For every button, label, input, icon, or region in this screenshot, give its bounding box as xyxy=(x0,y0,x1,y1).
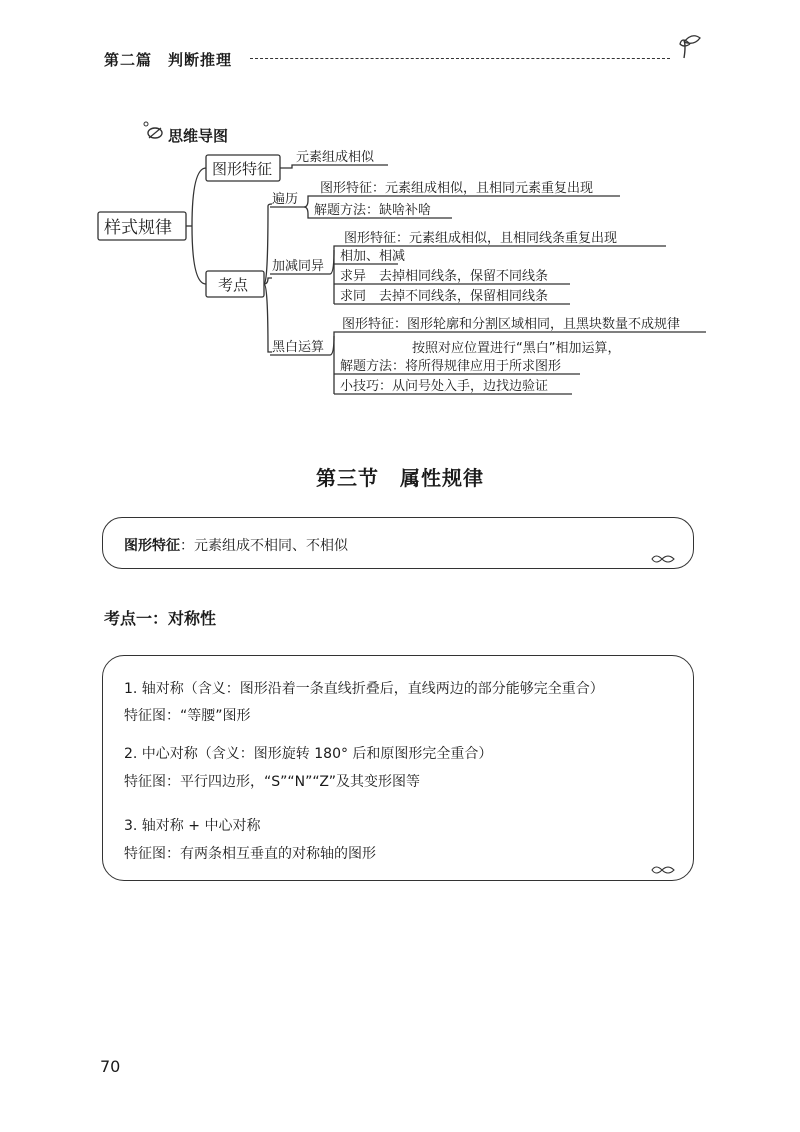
heibai-label: 黑白运算 xyxy=(272,340,325,355)
feature-box-text xyxy=(124,535,348,555)
bianli-item: 图形特征：元素组成相似，且相同元素重复出现 xyxy=(320,181,594,196)
bianli-item: 解题方法：缺啥补啥 xyxy=(314,203,432,218)
jiajian-item: 求同 去掉不同线条，保留相同线条 xyxy=(340,289,549,304)
branch-kaodian-label: 考点 xyxy=(218,276,249,294)
mindmap-root: 样式规律 xyxy=(104,218,172,238)
heibai-method-line2: 解题方法：将所得规律应用于所求图形 xyxy=(340,359,562,374)
page-number: 70 xyxy=(100,1057,121,1076)
symmetry-item-line: 2. 中心对称（含义：图形旋转 180° 后和原图形完全重合） xyxy=(124,746,493,762)
symmetry-item-feature: 特征图：“等腰”图形 xyxy=(124,708,251,724)
jiajian-item: 求异 去掉相同线条，保留不同线条 xyxy=(340,269,549,284)
branch-feature-leaf: 元素组成相似 xyxy=(296,150,375,165)
heibai-feature: 图形特征：图形轮廓和分割区域相同，且黑块数量不成规律 xyxy=(342,317,681,332)
heibai-tip: 小技巧：从问号处入手，边找边验证 xyxy=(340,379,549,394)
heibai-method-line1: 按照对应位置进行“黑白”相加运算， xyxy=(412,341,621,356)
section-title: 第三节 属性规律 xyxy=(316,466,484,490)
jiajian-feature: 图形特征：元素组成相似，且相同线条重复出现 xyxy=(344,231,618,246)
leaf-ornament-icon xyxy=(650,864,676,876)
feature-box-label: 图形特征 xyxy=(124,538,180,554)
kaodian-title: 考点一：对称性 xyxy=(104,609,217,628)
jiajian-label: 加减同异 xyxy=(272,259,325,274)
running-header: 第二篇 判断推理 xyxy=(104,51,233,69)
leaf-ornament-icon xyxy=(650,553,676,565)
mindmap-diagram xyxy=(0,0,800,440)
feature-box-body: ：元素组成不相同、不相似 xyxy=(180,538,348,554)
branch-feature-label: 图形特征 xyxy=(212,160,273,178)
symmetry-item-line: 3. 轴对称 + 中心对称 xyxy=(124,818,261,834)
mindmap-title: 思维导图 xyxy=(168,127,229,145)
bianli-label: 遍历 xyxy=(272,192,299,207)
symmetry-item-feature: 特征图：平行四边形，“S”“N”“Z”及其变形图等 xyxy=(124,774,420,790)
symmetry-item-line: 1. 轴对称（含义：图形沿着一条直线折叠后，直线两边的部分能够完全重合） xyxy=(124,681,604,697)
symmetry-item-feature: 特征图：有两条相互垂直的对称轴的图形 xyxy=(124,846,376,862)
jiajian-item: 相加、相减 xyxy=(340,249,406,264)
